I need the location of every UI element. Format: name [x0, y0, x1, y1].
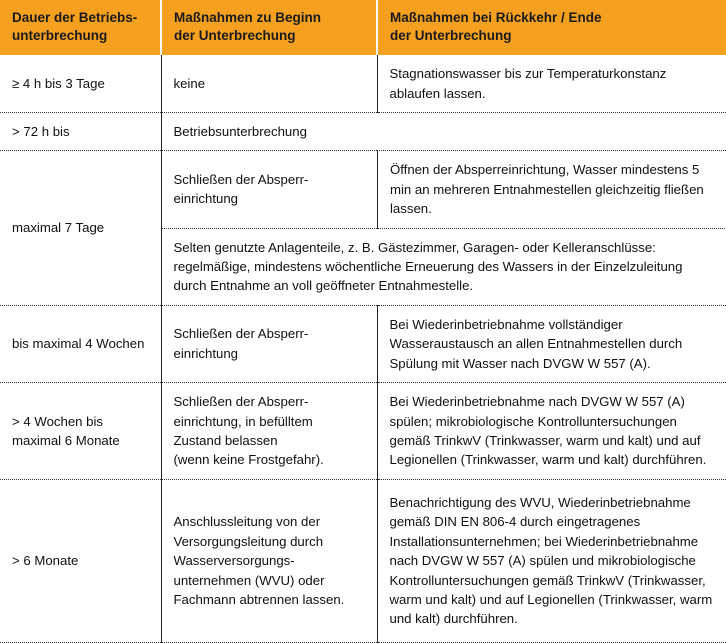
cell-return-measure: Benachrichtigung des WVU, Wiederinbetriebnahme gemäß DIN EN 806-4 durch eingetragenes Installationsunternehmen; bei Wiederinbetriebnahme nach DVGW W 557 (A) spülen und mikrobiologische Kontrolluntersuchungen gemäß TrinkwV (Trinkwasser, warm und kalt) und auf Legionellen (Trinkwasser, warm und kalt) durchführen. [377, 479, 726, 642]
cell-merged-measure: Betriebsunterbrechung [161, 112, 726, 150]
cell-return-measure: Bei Wiederinbetriebnahme nach DVGW W 557 (A) spülen; mikrobiologische Kontrolluntersuchungen gemäß TrinkwV (Trinkwasser, warm und kalt) und auf Legionellen (Trinkwasser, warm und kalt) durchführen. [377, 382, 726, 479]
cell-duration: > 72 h bis [0, 112, 161, 150]
table-header [0, 0, 726, 55]
sub-row [162, 228, 726, 305]
header-start-measures [161, 0, 377, 55]
cell-duration: > 4 Wochen bis maximal 6 Monate [0, 382, 161, 479]
table-row [0, 55, 726, 112]
cell-start-measure: Schließen der Absperr- einrichtung, in befülltem Zustand belassen (wenn keine Frostgefahr). [161, 382, 377, 479]
header-duration [0, 0, 161, 55]
table-row [0, 112, 726, 150]
cell-start-measure: Schließen der Absperr- einrichtung [161, 305, 377, 382]
header-return-measures [377, 0, 726, 55]
cell-return-measure: Öffnen der Absperreinrichtung, Wasser mindestens 5 min an mehreren Entnahmestellen gleichzeitig fließen lassen. [378, 151, 726, 228]
header-start-line2: der Unterbrechung [174, 28, 296, 43]
header-return-line2: der Unterbrechung [390, 28, 512, 43]
cell-start-measure: Anschlussleitung von der Versorgungsleitung durch Wasserversorgungs- unternehmen (WVU) oder Fachmann abtrennen lassen. [161, 479, 377, 642]
cell-duration: bis maximal 4 Wochen [0, 305, 161, 382]
cell-start-measure: keine [161, 55, 377, 112]
header-start-line1: Maßnahmen zu Beginn [174, 10, 321, 25]
cell-merged-measure: Selten genutzte Anlagenteile, z. B. Gästezimmer, Garagen- oder Kelleranschlüsse: regelmäßige, mindestens wöchentliche Erneuerung des Wassers in der Einzelzuleitung durch Entnahme an voll geöffneter Entnahmestelle. [162, 228, 726, 305]
header-duration-line1: Dauer der Betriebs- [12, 10, 137, 25]
header-row [0, 0, 726, 55]
cell-duration: ≥ 4 h bis 3 Tage [0, 55, 161, 112]
sub-table [162, 151, 726, 304]
cell-return-measure: Bei Wiederinbetriebnahme vollständiger Wasseraustausch an allen Entnahmestellen durch Spülung mit Wasser nach DVGW W 557 (A). [377, 305, 726, 382]
header-return-line1: Maßnahmen bei Rückkehr / Ende [390, 10, 602, 25]
table-row [0, 151, 726, 305]
cell-duration: maximal 7 Tage [0, 151, 161, 305]
sub-row [162, 151, 726, 228]
cell-duration: > 6 Monate [0, 479, 161, 642]
cell-subrow-host [161, 151, 726, 305]
table-body [0, 55, 726, 642]
table-row [0, 305, 726, 382]
cell-return-measure: Stagnationswasser bis zur Temperaturkonstanz ablaufen lassen. [377, 55, 726, 112]
cell-start-measure: Schließen der Absperr- einrichtung [162, 151, 378, 228]
table-row [0, 479, 726, 642]
table-row [0, 382, 726, 479]
header-duration-line2: unterbrechung [12, 28, 107, 43]
